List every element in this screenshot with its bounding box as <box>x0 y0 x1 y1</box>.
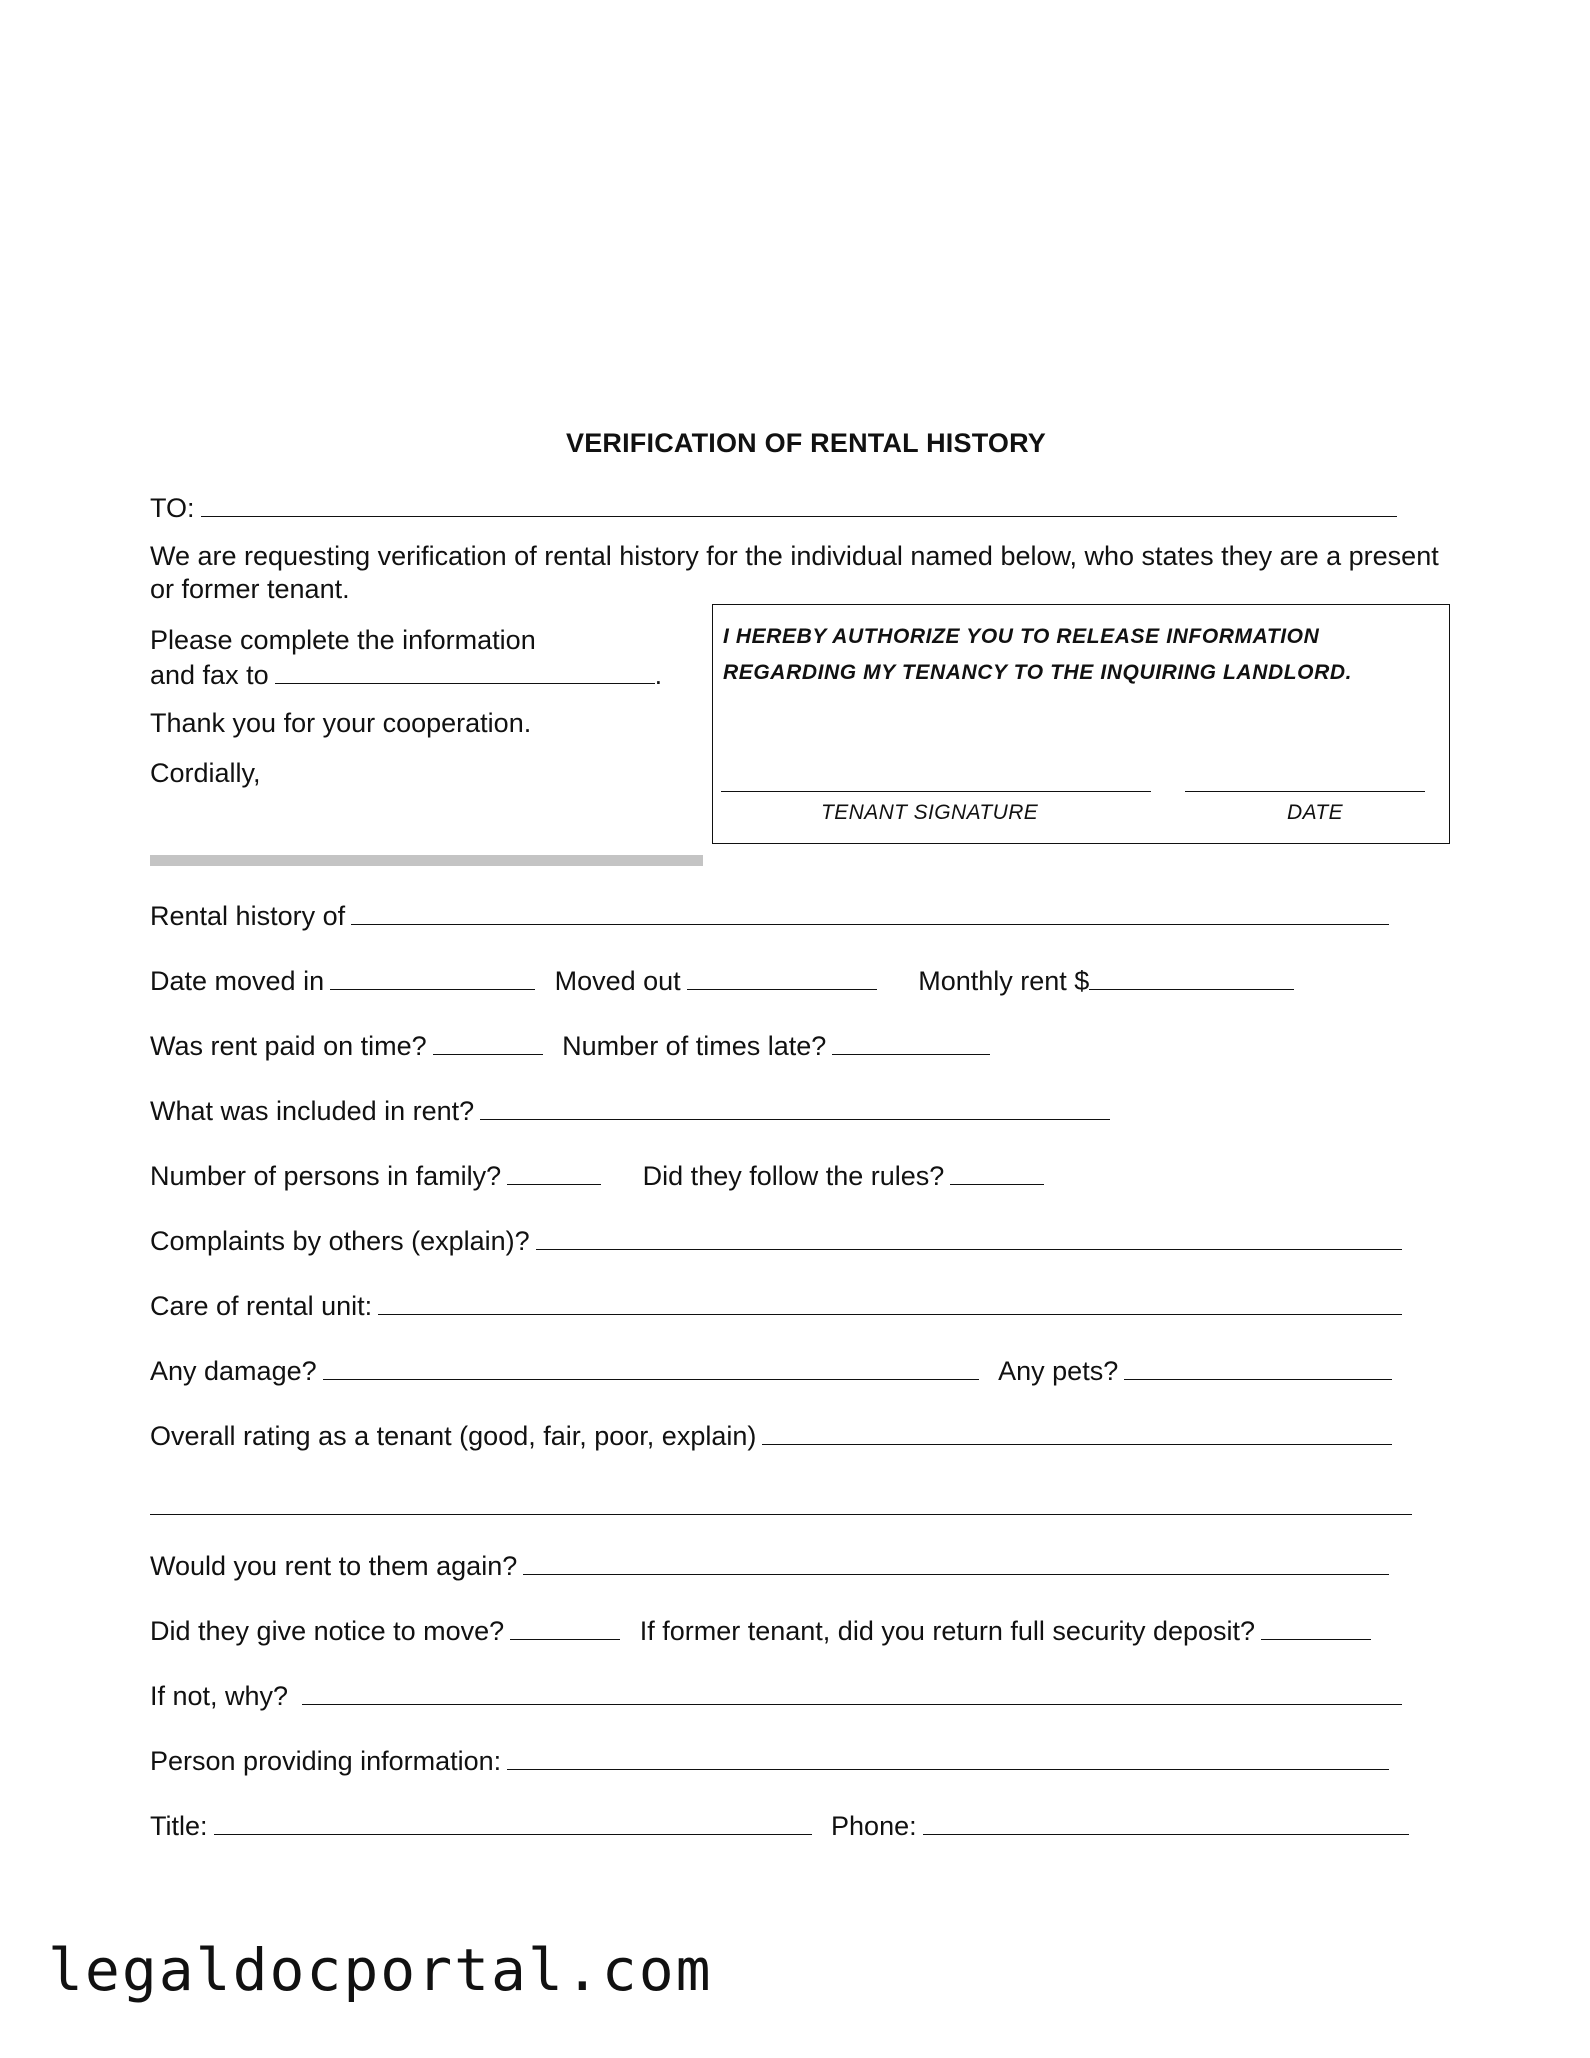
person-providing-field[interactable] <box>507 1743 1389 1770</box>
rental-history-field[interactable] <box>351 898 1389 925</box>
complaints-field[interactable] <box>536 1223 1402 1250</box>
rent-again-field[interactable] <box>523 1548 1389 1575</box>
thanks-text: Thank you for your cooperation. <box>150 708 532 738</box>
fax-label: and fax to <box>150 660 269 690</box>
tenant-date-field[interactable] <box>1185 791 1425 792</box>
date-moved-in-label: Date moved in <box>150 966 325 996</box>
rent-again-row <box>150 1548 1389 1582</box>
rent-on-time-field[interactable] <box>433 1028 543 1055</box>
rent-on-time-label: Was rent paid on time? <box>150 1031 427 1061</box>
any-damage-label: Any damage? <box>150 1356 317 1386</box>
instructions-line-1: Please complete the information <box>150 625 536 655</box>
section-divider <box>150 855 703 866</box>
return-deposit-field[interactable] <box>1261 1613 1371 1640</box>
fax-end-punct: . <box>654 660 663 690</box>
title-field[interactable] <box>214 1808 812 1835</box>
damage-pets-row <box>150 1353 1392 1387</box>
complaints-label: Complaints by others (explain)? <box>150 1226 530 1256</box>
authorization-box <box>712 604 1450 844</box>
overall-rating-label: Overall rating as a tenant (good, fair, poor, explain) <box>150 1421 757 1451</box>
to-row <box>150 490 1397 524</box>
closing-text: Cordially, <box>150 758 261 788</box>
instructions-line-2 <box>150 657 662 691</box>
to-label: TO: <box>150 493 195 523</box>
if-not-why-label: If not, why? <box>150 1681 289 1711</box>
persons-in-family-label: Number of persons in family? <box>150 1161 502 1191</box>
give-notice-field[interactable] <box>510 1613 620 1640</box>
any-damage-field[interactable] <box>323 1353 979 1380</box>
person-providing-row <box>150 1743 1389 1777</box>
if-not-why-row <box>150 1678 1402 1712</box>
intro-text: We are requesting verification of rental history for the individual named below, who states they are a present or former tenant. <box>150 541 1439 604</box>
notice-deposit-row <box>150 1613 1371 1647</box>
watermark: legaldocportal.com <box>48 1936 713 2004</box>
authorization-line-1: I HEREBY AUTHORIZE YOU TO RELEASE INFORMATION <box>723 625 1320 648</box>
tenant-date-label: DATE <box>1287 801 1344 824</box>
phone-label: Phone: <box>831 1811 917 1841</box>
form-title: VERIFICATION OF RENTAL HISTORY <box>565 428 1047 458</box>
if-not-why-field[interactable] <box>302 1678 1402 1705</box>
family-rules-row <box>150 1158 1044 1192</box>
overall-rating-continuation-field[interactable] <box>150 1514 1412 1515</box>
care-row <box>150 1288 1402 1322</box>
tenant-signature-label: TENANT SIGNATURE <box>821 801 1039 824</box>
date-moved-in-field[interactable] <box>330 963 535 990</box>
tenant-signature-field[interactable] <box>721 791 1151 792</box>
rent-again-label: Would you rent to them again? <box>150 1551 518 1581</box>
moved-out-label: Moved out <box>554 966 681 996</box>
to-field[interactable] <box>201 490 1397 517</box>
any-pets-field[interactable] <box>1124 1353 1392 1380</box>
title-label: Title: <box>150 1811 208 1841</box>
times-late-field[interactable] <box>832 1028 990 1055</box>
included-in-rent-field[interactable] <box>480 1093 1110 1120</box>
care-of-unit-label: Care of rental unit: <box>150 1291 373 1321</box>
follow-rules-field[interactable] <box>950 1158 1044 1185</box>
dates-row <box>150 963 1294 997</box>
overall-rating-field[interactable] <box>762 1418 1392 1445</box>
give-notice-label: Did they give notice to move? <box>150 1616 505 1646</box>
rental-history-label: Rental history of <box>150 901 346 931</box>
included-row <box>150 1093 1110 1127</box>
times-late-label: Number of times late? <box>562 1031 827 1061</box>
monthly-rent-field[interactable] <box>1089 963 1294 990</box>
follow-rules-label: Did they follow the rules? <box>642 1161 945 1191</box>
persons-in-family-field[interactable] <box>507 1158 601 1185</box>
complaints-row <box>150 1223 1402 1257</box>
moved-out-field[interactable] <box>687 963 877 990</box>
title-phone-row <box>150 1808 1409 1842</box>
phone-field[interactable] <box>923 1808 1409 1835</box>
authorization-line-2: REGARDING MY TENANCY TO THE INQUIRING LANDLORD. <box>723 661 1353 684</box>
monthly-rent-label: Monthly rent $ <box>918 966 1090 996</box>
return-deposit-label: If former tenant, did you return full security deposit? <box>639 1616 1256 1646</box>
included-in-rent-label: What was included in rent? <box>150 1096 475 1126</box>
authorization-text <box>723 619 1443 691</box>
any-pets-label: Any pets? <box>998 1356 1119 1386</box>
fax-field[interactable] <box>275 657 655 684</box>
person-providing-label: Person providing information: <box>150 1746 502 1776</box>
rent-payment-row <box>150 1028 990 1062</box>
rental-history-row <box>150 898 1389 932</box>
rating-row <box>150 1418 1392 1452</box>
care-of-unit-field[interactable] <box>378 1288 1402 1315</box>
